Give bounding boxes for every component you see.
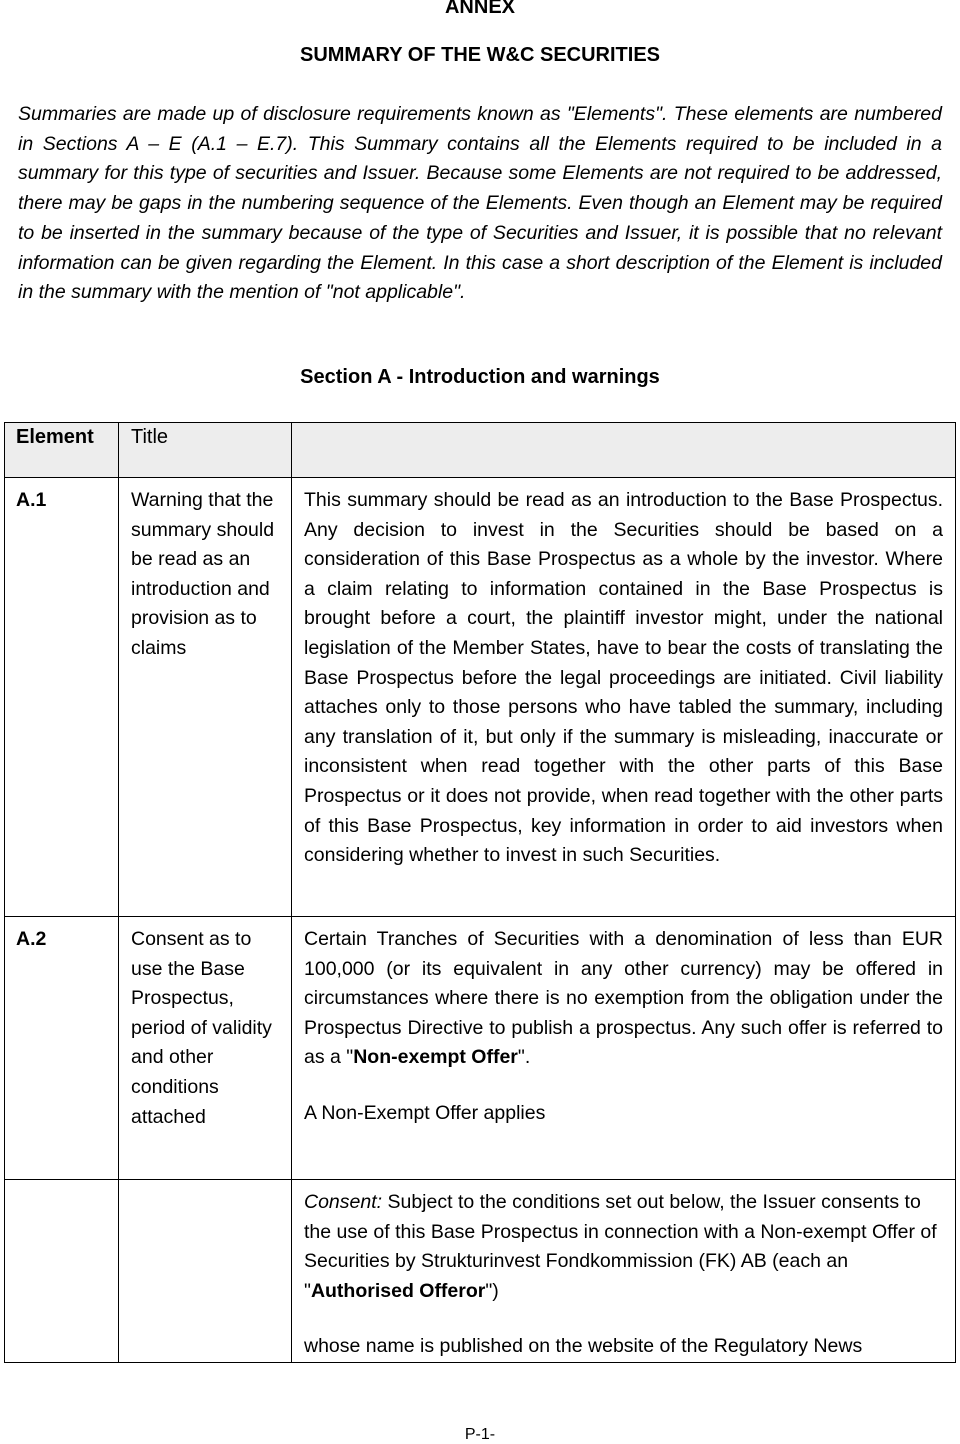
element-a1-number-cell bbox=[5, 478, 119, 917]
element-a2-title-cell bbox=[119, 917, 292, 1180]
element-a2-text-cell bbox=[292, 917, 956, 1180]
element-title: Consent as to use the Base Prospectus, period of validity and other conditions attached bbox=[131, 928, 272, 1128]
element-text: This summary should be read as an introduction to the Base Prospectus. Any decision to invest in the Securities should be based on a consideration of this Base Prospectus as a whole by the investor. Where a claim relating to information contained in the Base Prospectus is brought before a court, the plaintiff investor might, under the national legislation of the Member States, have to bear the costs of translating the Base Prospectus before the legal proceedings are initiated. Civil liability attaches only to those persons who have tabled the summary, including any translation of it, but only if the summary is misleading, inaccurate or inconsistent when read together with the other parts of this Base Prospectus or it does not provide, when read together with the other parts of this Base Prospectus, key information in order to aid investors when considering whether to invest in such Securities. bbox=[304, 489, 943, 867]
table-row bbox=[5, 1180, 956, 1363]
element-a2-continued-number-cell bbox=[5, 1180, 119, 1363]
text-column-header bbox=[292, 423, 956, 478]
element-a1-title-cell bbox=[119, 478, 292, 917]
element-title: Warning that the summary should be read as an introduction and provision as to claims bbox=[131, 489, 275, 659]
table-row bbox=[5, 478, 956, 917]
annex-heading: ANNEX bbox=[444, 0, 515, 18]
element-a2-continued-title-cell bbox=[119, 1180, 292, 1363]
title-column-header: Title bbox=[119, 423, 292, 478]
element-column-header: Element bbox=[5, 423, 119, 478]
elements-table bbox=[4, 422, 956, 1363]
intro-paragraph: Summaries are made up of disclosure requirements known as "Elements". These elements are numbered in Sections A – E (A.1 – E.7). This Summary contains all the Elements required to be included in a summary for this type of securities and Issuer. Because some Elements are not required to be addressed, there may be gaps in the numbering sequence of the Elements. Even though an Element may be required to be inserted in the summary because of the type of Securities and Issuer, it is possible that no relevant information can be given regarding the Element. In this case a short description of the Element is included in the summary with the mention of "not applicable". bbox=[18, 103, 942, 304]
page-number: P-1- bbox=[464, 1426, 496, 1443]
section-a-heading: Section A - Introduction and warnings bbox=[300, 366, 660, 388]
element-number: A.2 bbox=[16, 928, 47, 950]
element-number: A.1 bbox=[16, 489, 47, 511]
element-a1-text-cell bbox=[292, 478, 956, 917]
non-exempt-offer-paragraph: Certain Tranches of Securities with a denomination of less than EUR 100,000 (or its equivalent in any other currency) may be offered in circumstances where there is no exemption from the obligation under the Prospectus Directive to publish a prospectus. Any such offer is referred to as a "Non-exempt Offer". bbox=[304, 928, 943, 1069]
authorised-offeror-website-text: whose name is published on the website of the Regulatory News bbox=[304, 1335, 863, 1358]
table-header-row bbox=[5, 423, 956, 478]
element-a2-number-cell bbox=[5, 917, 119, 1180]
summary-title: SUMMARY OF THE W&C SECURITIES bbox=[299, 44, 660, 66]
non-exempt-offer-applies: A Non-Exempt Offer applies bbox=[304, 1101, 546, 1124]
table-row bbox=[5, 917, 956, 1180]
element-a2-consent-cell bbox=[292, 1180, 956, 1363]
consent-paragraph: Consent: Subject to the conditions set out below, the Issuer consents to the use of this Base Prospectus in connection with a Non-exempt Offer of Securities by Strukturinvest Fondkommission (FK) AB (each an "Authorised Offeror") bbox=[304, 1191, 937, 1302]
